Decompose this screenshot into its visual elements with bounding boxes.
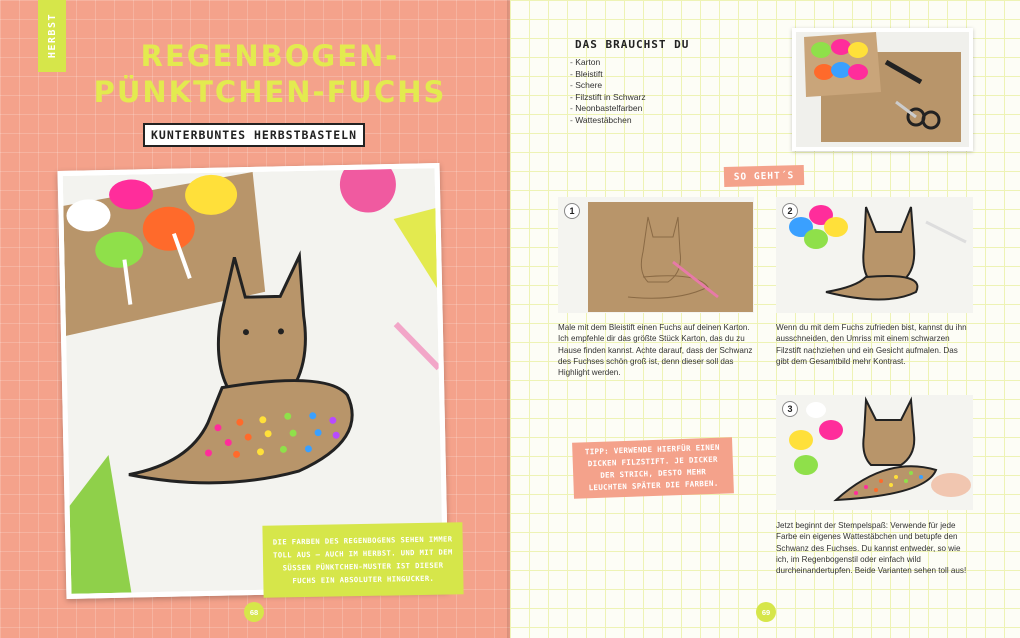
page-number-right: 69 — [756, 602, 776, 622]
materials-illustration — [796, 32, 969, 147]
step-1-photo — [558, 197, 754, 313]
season-tab-label: HERBST — [46, 13, 58, 59]
step-2-photo — [776, 197, 973, 313]
step-1-text: Male mit dem Bleistift einen Fuchs auf deinen Karton. Ich empfehle dir das größte Stück Karton, das du zu Hause finden kannst. Achte darauf, dass der Schwanz des Fuchses schön groß ist, denn dieser soll das Highlight werden. — [558, 323, 753, 378]
title-line-1: REGENBOGEN- — [140, 39, 400, 73]
material-item: - Neonbastelfarben — [570, 103, 646, 115]
season-tab — [38, 0, 66, 72]
step-3-photo — [776, 395, 973, 510]
materials-list — [570, 57, 646, 126]
steps-banner: SO GEHT´S — [724, 165, 804, 187]
photo-caption: DIE FARBEN DES REGENBOGENS SEHEN IMMER TOLL AUS – AUCH IM HERBST. UND MIT DEM SÜSSEN PÜNKTCHEN-MUSTER IST DIESER FUCHS EIN ABSOLUTER HINGUCKER. — [262, 522, 463, 597]
step-3-illustration — [776, 395, 973, 510]
tip-box: TIPP: VERWENDE HIERFÜR EINEN DICKEN FILZSTIFT. JE DICKER DER STRICH, DESTO MEHR LEUCHTEN SPÄTER DIE FARBEN. — [572, 437, 734, 499]
step-3-text: Jetzt beginnt der Stempelspaß: Verwende für jede Farbe ein eigenes Wattestäbchen und betupfe den Schwanz des Fuchses. Du kannst entweder, so wie ich, im Regenbogenstil oder einfach wild durcheinandertupfen. Beide Varianten sehen toll aus! — [776, 521, 967, 576]
material-item: - Schere — [570, 80, 646, 92]
step-2-text: Wenn du mit dem Fuchs zufrieden bist, kannst du ihn ausschneiden, den Umriss mit einem schwarzen Filzstift nachziehen und ein Gesicht aufmalen. Das gibt dem Gesamtbild mehr Kontrast. — [776, 323, 967, 366]
materials-heading: DAS BRAUCHST DU — [575, 38, 690, 51]
page-subtitle: KUNTERBUNTES HERBSTBASTELN — [143, 123, 365, 147]
material-item: - Karton — [570, 57, 646, 69]
material-item: - Wattestäbchen — [570, 115, 646, 127]
step-number: 1 — [564, 203, 580, 219]
step-number: 2 — [782, 203, 798, 219]
title-line-2: PÜNKTCHEN-FUCHS — [93, 75, 447, 109]
step-1-illustration — [558, 197, 754, 313]
step-2-illustration — [776, 197, 973, 313]
material-item: - Bleistift — [570, 69, 646, 81]
page-title — [90, 38, 450, 110]
materials-photo — [792, 28, 973, 151]
material-item: - Filzstift in Schwarz — [570, 92, 646, 104]
page-number-left: 68 — [244, 602, 264, 622]
step-number: 3 — [782, 401, 798, 417]
